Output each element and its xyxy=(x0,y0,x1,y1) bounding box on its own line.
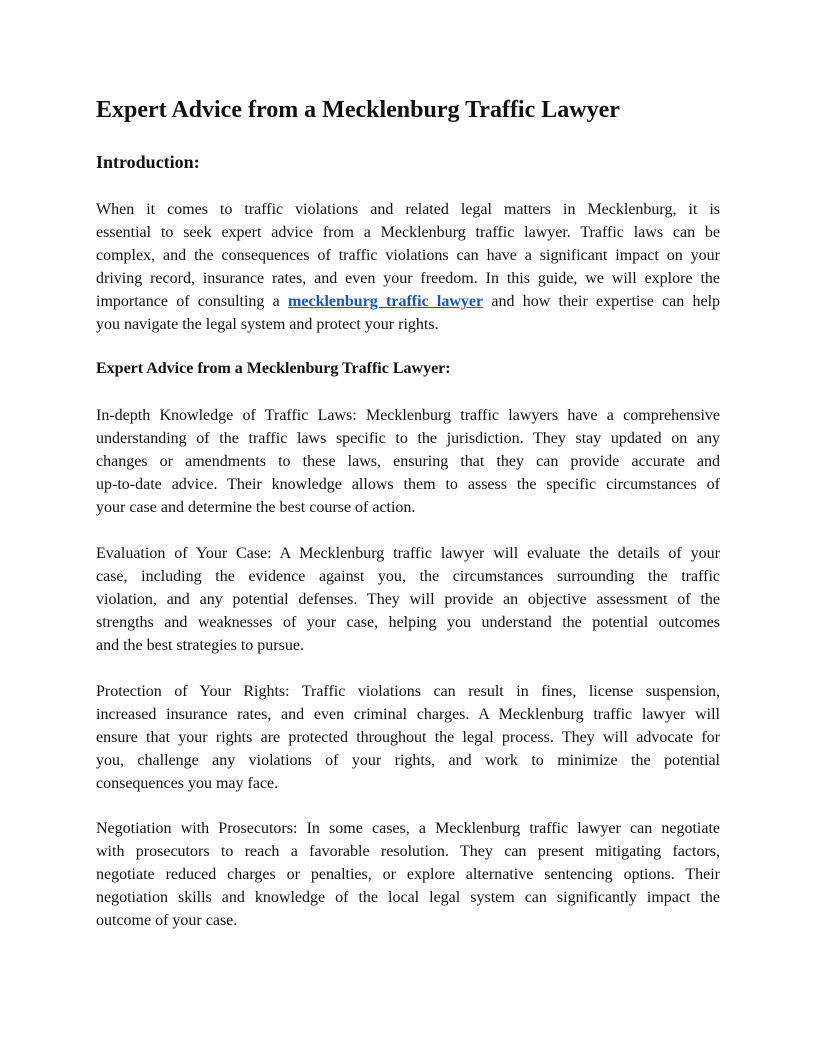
text-line: driving record, insurance rates, and even your freedom. In this guide, we will explore the xyxy=(96,270,720,287)
text-line: changes or amendments to these laws, ensuring that they can provide accurate and xyxy=(96,453,720,470)
link-suffix-text: and how their expertise can help xyxy=(491,293,721,310)
text-line: In-depth Knowledge of Traffic Laws: Mecklenburg traffic lawyers have a comprehensive xyxy=(96,407,720,424)
text-line: with prosecutors to reach a favorable resolution. They can present mitigating factors, xyxy=(96,843,720,860)
text-line: and the best strategies to pursue. xyxy=(96,637,304,654)
text-line: you, challenge any violations of your rights, and work to minimize the potential xyxy=(96,752,720,769)
link-prefix-text: importance of consulting a xyxy=(96,293,280,310)
text-line: understanding of the traffic laws specific to the jurisdiction. They stay updated on any xyxy=(96,430,720,447)
text-line: Evaluation of Your Case: A Mecklenburg traffic lawyer will evaluate the details of your xyxy=(96,545,720,562)
text-line: strengths and weaknesses of your case, helping you understand the potential outcomes xyxy=(96,614,720,631)
text-line: case, including the evidence against you, the circumstances surrounding the traffic xyxy=(96,568,720,585)
negotiation-with-prosecutors-paragraph xyxy=(96,817,720,932)
text-line: negotiate reduced charges or penalties, or explore alternative sentencing options. Their xyxy=(96,866,720,883)
document-title: Expert Advice from a Mecklenburg Traffic Lawyer xyxy=(96,97,620,123)
text-line: increased insurance rates, and even criminal charges. A Mecklenburg traffic lawyer will xyxy=(96,706,720,723)
mecklenburg-traffic-lawyer-link[interactable]: mecklenburg traffic lawyer xyxy=(288,293,484,310)
protection-of-rights-paragraph xyxy=(96,680,720,795)
text-line: essential to seek expert advice from a Mecklenburg traffic lawyer. Traffic laws can be xyxy=(96,224,720,241)
text-line: When it comes to traffic violations and related legal matters in Mecklenburg, it is xyxy=(96,201,720,218)
text-line: you navigate the legal system and protect your rights. xyxy=(96,316,439,333)
text-line: ensure that your rights are protected throughout the legal process. They will advocate for xyxy=(96,729,720,746)
text-line: negotiation skills and knowledge of the local legal system can significantly impact the xyxy=(96,889,720,906)
text-line: your case and determine the best course of action. xyxy=(96,499,416,516)
text-line: Negotiation with Prosecutors: In some cases, a Mecklenburg traffic lawyer can negotiate xyxy=(96,820,720,837)
knowledge-of-traffic-laws-paragraph xyxy=(96,404,720,519)
introduction-paragraph xyxy=(96,198,720,336)
text-line: outcome of your case. xyxy=(96,912,238,929)
expert-advice-heading: Expert Advice from a Mecklenburg Traffic Lawyer: xyxy=(96,360,451,377)
introduction-heading: Introduction: xyxy=(96,152,200,172)
text-line: complex, and the consequences of traffic violations can have a significant impact on your xyxy=(96,247,720,264)
evaluation-of-case-paragraph xyxy=(96,542,720,657)
text-line: violation, and any potential defenses. They will provide an objective assessment of the xyxy=(96,591,720,608)
text-line: Protection of Your Rights: Traffic violations can result in fines, license suspension, xyxy=(96,683,720,700)
text-line: up-to-date advice. Their knowledge allows them to assess the specific circumstances of xyxy=(96,476,720,493)
text-line-with-link xyxy=(96,290,720,313)
text-line: consequences you may face. xyxy=(96,775,279,792)
